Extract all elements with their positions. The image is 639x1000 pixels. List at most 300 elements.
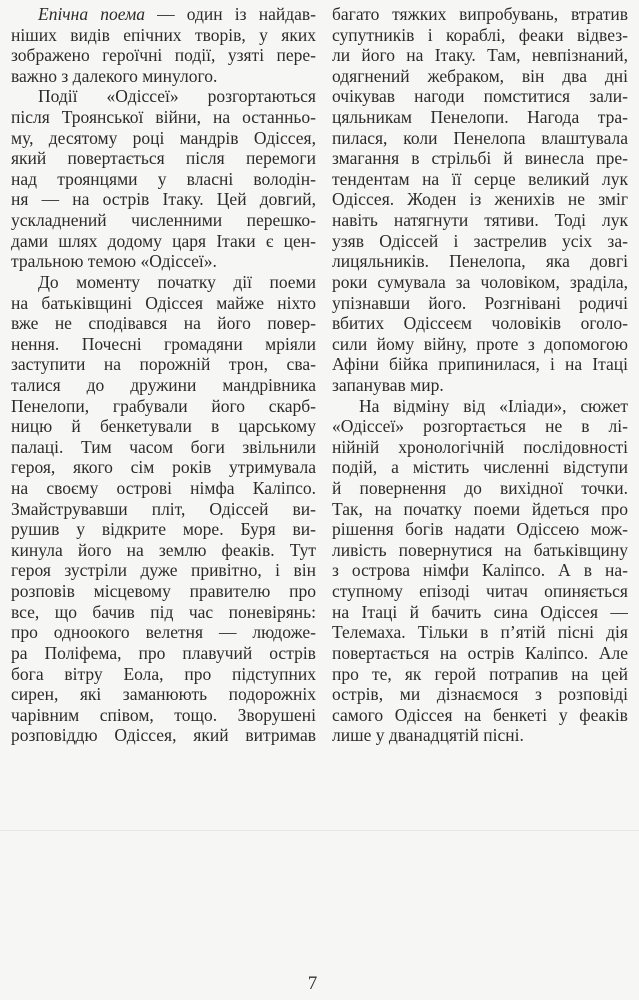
word: йдеться: [531, 498, 590, 519]
word: пре-: [596, 148, 628, 169]
word: Тоді: [554, 210, 587, 231]
word: сподівався: [88, 313, 168, 334]
word: на: [72, 189, 90, 210]
word: у: [76, 519, 86, 540]
word: відступи: [563, 457, 628, 478]
word: одягнений: [332, 65, 410, 86]
word: пісні: [557, 622, 595, 643]
word: Змайструвавши: [11, 498, 128, 519]
word: Так,: [332, 498, 363, 519]
word: На: [359, 395, 380, 416]
word: великий: [528, 168, 590, 189]
word: точки.: [581, 478, 628, 499]
word: родичі: [579, 292, 628, 313]
word: Ітаку.: [434, 45, 476, 66]
word: царському: [238, 416, 316, 437]
word: нагоди: [414, 86, 465, 107]
word: численними: [131, 210, 223, 231]
text-line: [332, 684, 628, 705]
word: нення.: [11, 333, 60, 354]
word: цен-: [283, 230, 316, 251]
word: в: [411, 148, 420, 169]
word: дії: [233, 271, 252, 292]
word: співом,: [99, 704, 154, 725]
word: ускладнений: [11, 210, 107, 231]
word: Одіссея,: [114, 725, 177, 746]
word: про: [138, 642, 166, 663]
word: на: [183, 313, 201, 334]
word: випробувань,: [459, 4, 559, 24]
word: й: [409, 601, 420, 622]
text-line: [11, 602, 316, 623]
word: витримав: [245, 725, 316, 746]
word: женихів: [494, 189, 555, 210]
word: Пенелопи.: [430, 107, 509, 128]
word: привітно,: [190, 560, 262, 581]
word: палаці.: [11, 436, 64, 457]
word: правителю: [189, 581, 271, 602]
word: героя: [11, 560, 51, 581]
word: її: [451, 168, 462, 189]
text-line: [11, 231, 316, 252]
word: одноокого: [53, 622, 130, 643]
word: на: [11, 478, 29, 499]
word: А: [558, 560, 571, 581]
word: Там,: [487, 45, 521, 66]
text-line: [11, 107, 316, 128]
word: про: [184, 663, 212, 684]
word: трон,: [228, 354, 269, 375]
text-line: [11, 86, 316, 107]
word: тяжких: [392, 4, 447, 24]
word: Зворушені: [237, 704, 316, 725]
text-line: [332, 478, 628, 499]
word: його: [361, 45, 395, 66]
word: феаків: [579, 704, 628, 725]
word: тощо.: [174, 704, 218, 725]
text-line: [11, 189, 316, 210]
word: мандрівника: [222, 374, 316, 395]
word: перешко-: [246, 210, 316, 231]
word: бачить: [431, 601, 482, 622]
word: сумувала: [377, 271, 446, 292]
word: чарівним: [11, 704, 80, 725]
word: надати: [454, 519, 505, 540]
word: лі-: [608, 416, 628, 437]
word: Афіни: [332, 354, 379, 375]
word: усіх: [562, 230, 593, 251]
word: лицяльників.: [332, 251, 429, 272]
word: пилася,: [332, 127, 388, 148]
word: Події: [38, 86, 78, 107]
word: Одіссея: [145, 292, 203, 313]
text-line: [11, 272, 316, 293]
text-line: [332, 4, 628, 25]
word: мож-: [590, 519, 628, 540]
word: володін-: [253, 168, 316, 189]
italic-term: поема: [100, 4, 145, 24]
word: поеми: [269, 271, 316, 292]
word: він: [521, 65, 545, 86]
text-line: [332, 189, 628, 210]
word: бенкеті: [492, 704, 548, 725]
word: мріяли: [265, 333, 316, 354]
word: ницю: [11, 416, 53, 437]
text-line: [11, 499, 316, 520]
word: і: [427, 24, 433, 45]
word: є: [265, 230, 274, 251]
text-line: [332, 45, 628, 66]
word: цяльникам: [332, 107, 412, 128]
word: на: [103, 354, 122, 375]
word: його: [217, 313, 251, 334]
word: влаштувала: [541, 127, 628, 148]
page-number: 7: [307, 973, 318, 994]
word: бачив: [92, 601, 135, 622]
word: дізнаємося: [436, 684, 519, 705]
text-line: [332, 396, 628, 417]
word: на: [126, 539, 144, 560]
word: цей: [601, 663, 628, 684]
word: тендентам: [332, 168, 410, 189]
word: упізнавши: [332, 292, 411, 313]
word: Нагода: [527, 107, 580, 128]
text-line: [11, 560, 316, 581]
word: на: [565, 354, 583, 375]
word: розгортаються: [207, 86, 316, 107]
word: його.: [428, 292, 467, 313]
word: феаків.: [221, 539, 275, 560]
word: й: [71, 416, 81, 437]
word: змагання: [332, 148, 400, 169]
word: розповіддю: [11, 725, 98, 746]
word: все,: [11, 601, 40, 622]
text-line: [332, 251, 628, 272]
text-line: [332, 169, 628, 190]
word: епічних: [123, 24, 182, 45]
word: своєму: [46, 478, 99, 499]
text-line: [11, 478, 316, 499]
word: тра-: [597, 107, 628, 128]
word: на: [374, 498, 392, 519]
word: війни,: [155, 107, 201, 128]
text-line: [332, 128, 628, 149]
word: з: [534, 684, 542, 705]
text-line: [332, 148, 628, 169]
word: зали-: [589, 86, 628, 107]
word: у: [558, 704, 568, 725]
word: часом: [129, 436, 174, 457]
word: творів,: [194, 24, 246, 45]
word: чоловіком,: [480, 271, 560, 292]
word: й: [503, 148, 513, 169]
text-line: [11, 684, 316, 705]
word: п’ятій: [500, 622, 546, 643]
text-line: [332, 664, 628, 685]
word: ніших: [11, 24, 57, 45]
word: років: [172, 457, 212, 478]
word: зміг: [598, 189, 628, 210]
word: сюжет: [580, 395, 628, 416]
word: Ітаки: [216, 230, 256, 251]
text-line: [11, 148, 316, 169]
word: жебраком,: [427, 65, 505, 86]
word: застрелив: [473, 230, 547, 251]
text-line: [11, 25, 316, 46]
word: повернутися: [398, 539, 493, 560]
text-line: [11, 725, 316, 746]
word: розповів: [11, 581, 75, 602]
word: до: [86, 374, 105, 395]
word: ми: [399, 684, 421, 705]
text-line: [11, 4, 316, 25]
word: перемоги: [245, 148, 316, 169]
word: талися: [11, 374, 61, 395]
word: Одіссею: [516, 519, 580, 540]
word: як: [404, 663, 422, 684]
column-right: [332, 4, 628, 746]
word: про: [289, 581, 316, 602]
word: не: [54, 313, 72, 334]
text-line: [332, 643, 628, 664]
word: його: [211, 395, 245, 416]
text-line: [332, 354, 628, 375]
word: за: [455, 271, 471, 292]
word: вітру: [64, 663, 103, 684]
text-line: [11, 664, 316, 685]
word: зустріли: [64, 560, 128, 581]
text-line: [332, 540, 628, 561]
text-line: [332, 705, 628, 726]
word: Одіссея,: [253, 127, 316, 148]
word: проте: [476, 333, 519, 354]
word: не: [567, 189, 586, 210]
word: розгортається: [423, 416, 527, 437]
text-line: [11, 45, 316, 66]
text-line: [332, 107, 628, 128]
word: сім: [130, 457, 155, 478]
word: царя: [172, 230, 207, 251]
word: ви-: [292, 519, 316, 540]
word: яких: [281, 24, 316, 45]
word: самого: [332, 704, 384, 725]
word: те,: [371, 663, 392, 684]
word: ли: [332, 45, 351, 66]
word: Буря: [240, 519, 276, 540]
word: потрапив: [489, 663, 559, 684]
word: не: [545, 416, 563, 437]
text-line: [332, 293, 628, 314]
word: на: [332, 601, 350, 622]
word: війну,: [423, 333, 467, 354]
word: до: [464, 478, 482, 499]
word: дні: [604, 65, 628, 86]
word: зраділа,: [569, 271, 628, 292]
word: ра: [11, 642, 28, 663]
word: велетня: [145, 622, 204, 643]
word: вбитих: [332, 313, 385, 334]
word: який: [11, 148, 47, 169]
word: моменту: [76, 271, 141, 292]
word: острова: [351, 560, 411, 581]
text-line: [332, 581, 628, 602]
word: Тим: [80, 436, 112, 457]
word: утримувала: [228, 457, 316, 478]
word: від: [463, 395, 486, 416]
word: яка: [545, 251, 570, 272]
word: дружини: [130, 374, 197, 395]
text-line: [332, 560, 628, 581]
word: власні: [186, 168, 234, 189]
word: узяв: [332, 230, 364, 251]
word: і: [453, 230, 459, 251]
word: ливість: [332, 539, 387, 560]
word: за-: [607, 230, 628, 251]
word: ніхто: [277, 292, 316, 313]
word: пере-: [276, 45, 316, 66]
word: бійка: [389, 354, 429, 375]
footer-divider: [0, 830, 639, 831]
text-line: лише у дванадцятій пісні.: [332, 725, 524, 746]
word: один: [186, 4, 223, 24]
word: Цей: [216, 189, 247, 210]
word: порожній: [139, 354, 211, 375]
word: епізоді: [419, 581, 470, 602]
word: початку: [157, 271, 216, 292]
word: острів: [269, 642, 316, 663]
word: повернення: [359, 478, 447, 499]
word: сили: [332, 333, 368, 354]
text-line: [11, 169, 316, 190]
word: Каліпсо.: [524, 642, 589, 663]
word: в: [480, 622, 489, 643]
word: на: [464, 704, 482, 725]
word: послідовності: [523, 436, 628, 457]
word: Розгнівані: [484, 292, 561, 313]
text-line: [332, 519, 628, 540]
word: «Одіссеї»: [106, 86, 179, 107]
word: До: [38, 271, 59, 292]
word: дія: [606, 622, 628, 643]
text-line: [11, 705, 316, 726]
word: батьківщину: [533, 539, 628, 560]
word: й: [332, 478, 342, 499]
word: підступних: [232, 663, 316, 684]
text-line: [332, 622, 628, 643]
word: Ітаці: [361, 601, 398, 622]
word: дуже: [140, 560, 178, 581]
word: Каліпсо.: [252, 478, 316, 499]
word: на: [11, 292, 29, 313]
word: очікував: [332, 86, 396, 107]
word: рушив: [11, 519, 60, 540]
word: Але: [598, 642, 628, 663]
word: «Іліади»,: [499, 395, 567, 416]
word: події,: [174, 45, 216, 66]
word: що: [54, 601, 77, 622]
word: і: [275, 560, 281, 581]
word: десятому: [48, 127, 118, 148]
word: якого: [73, 457, 113, 478]
word: сва-: [286, 354, 316, 375]
word: дами: [11, 230, 49, 251]
word: Поліфема,: [44, 642, 122, 663]
word: оголо-: [580, 313, 628, 334]
text-line: [332, 313, 628, 334]
word: Одіссея.: [332, 189, 395, 210]
word: допомогою: [544, 333, 628, 354]
word: подорожніх: [228, 684, 316, 705]
word: ви-: [292, 498, 316, 519]
word: море.: [182, 519, 224, 540]
word: звільнили: [242, 436, 316, 457]
word: видів: [70, 24, 110, 45]
word: тятиви.: [484, 210, 539, 231]
word: розповіді: [558, 684, 628, 705]
word: початку: [403, 498, 462, 519]
text-line: [11, 313, 316, 334]
word: в: [581, 416, 590, 437]
word: у: [259, 24, 268, 45]
word: із: [469, 189, 482, 210]
word: землю: [158, 539, 207, 560]
text-line: запанував мир.: [332, 374, 444, 395]
word: Каліпсо.: [481, 560, 546, 581]
word: супутників: [332, 24, 415, 45]
word: на: [439, 642, 457, 663]
text-line: [11, 622, 316, 643]
word: навіть: [332, 210, 378, 231]
word: Ітаку.: [162, 189, 204, 210]
text-line: [11, 396, 316, 417]
word: містить: [412, 457, 470, 478]
word: з: [332, 560, 339, 581]
word: скарб-: [268, 395, 316, 416]
text-line: [332, 25, 628, 46]
word: під: [150, 601, 174, 622]
word: опиняється: [544, 581, 628, 602]
word: останньо-: [242, 107, 316, 128]
word: коли: [403, 127, 438, 148]
italic-term: Епічна: [38, 4, 89, 24]
word: роки: [332, 271, 368, 292]
text-line: [11, 210, 316, 231]
text-line: [11, 457, 316, 478]
word: кинула: [11, 539, 63, 560]
text-line: важно з далекого минулого.: [11, 65, 218, 86]
word: з: [527, 333, 535, 354]
word: Почесні: [81, 333, 142, 354]
word: винесла: [524, 148, 585, 169]
word: він: [293, 560, 316, 581]
word: році: [132, 127, 165, 148]
word: із: [234, 4, 247, 24]
word: німфа: [190, 478, 235, 499]
word: Ітаці: [592, 354, 628, 375]
word: Пенелопа,: [449, 251, 526, 272]
word: нійній: [332, 436, 380, 457]
word: Одіссей: [379, 230, 439, 251]
word: —: [157, 4, 175, 24]
word: Тільки: [417, 622, 468, 643]
word: Пенелопа: [453, 127, 526, 148]
word: —: [218, 622, 237, 643]
word: боги: [190, 436, 225, 457]
word: його: [77, 539, 112, 560]
word: грабували: [112, 395, 188, 416]
text-line: [332, 86, 628, 107]
word: над: [11, 168, 38, 189]
